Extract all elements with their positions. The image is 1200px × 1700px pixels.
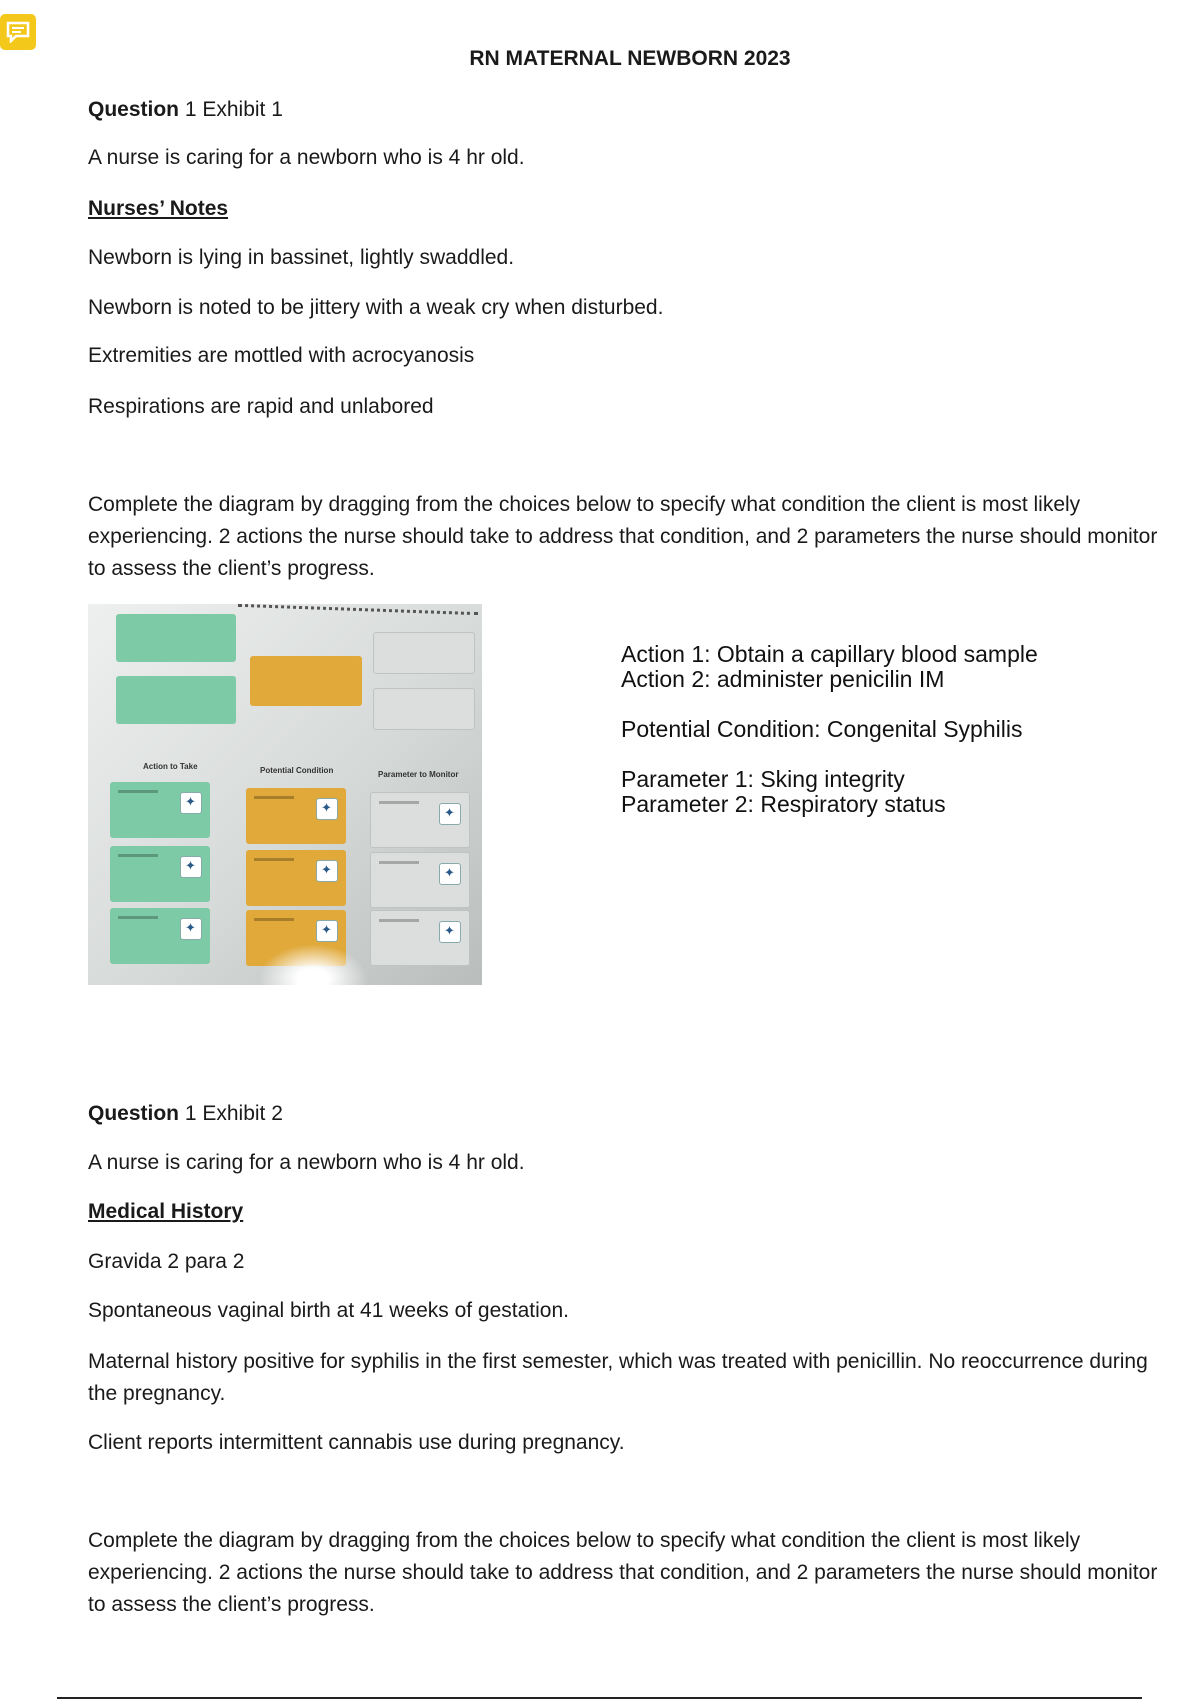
answer-parameter-2: Parameter 2: Respiratory status — [621, 791, 946, 817]
action-target-2 — [116, 676, 236, 724]
exhibit-label: 1 Exhibit 1 — [179, 98, 283, 121]
condition-card — [246, 850, 346, 906]
move-icon — [180, 856, 202, 878]
answer-action-2: Action 2: administer penicilin IM — [621, 666, 945, 692]
condition-target — [250, 656, 362, 706]
note-line: Newborn is lying in bassinet, lightly swaddled. — [88, 246, 515, 269]
condition-card — [246, 788, 346, 844]
answer-action-1: Action 1: Obtain a capillary blood sample — [621, 641, 1038, 667]
intro-text: A nurse is caring for a newborn who is 4 hr old. — [88, 1151, 525, 1174]
exhibit-label: 1 Exhibit 2 — [179, 1102, 283, 1125]
action-target-1 — [116, 614, 236, 662]
parameter-card — [370, 792, 470, 848]
document-title: RN MATERNAL NEWBORN 2023 — [469, 47, 791, 70]
action-card — [110, 846, 210, 902]
column-header-parameter: Parameter to Monitor — [378, 770, 459, 779]
move-icon — [439, 863, 461, 885]
comment-icon[interactable] — [0, 14, 36, 50]
note-line: Newborn is noted to be jittery with a weak cry when disturbed. — [88, 296, 664, 319]
move-icon — [316, 860, 338, 882]
column-header-action: Action to Take — [143, 762, 198, 771]
parameter-target-1 — [373, 632, 475, 674]
parameter-card — [370, 910, 470, 966]
move-icon — [439, 921, 461, 943]
note-line: Extremities are mottled with acrocyanosis — [88, 344, 475, 367]
diagram-photo — [88, 604, 482, 985]
question-word: Question — [88, 98, 180, 121]
move-icon — [180, 918, 202, 940]
question-label — [88, 1098, 283, 1130]
move-icon — [316, 798, 338, 820]
parameter-target-2 — [373, 688, 475, 730]
answer-condition: Potential Condition: Congenital Syphilis — [621, 716, 1023, 742]
intro-text: A nurse is caring for a newborn who is 4 hr old. — [88, 146, 525, 169]
question-word: Question — [88, 1102, 180, 1125]
column-header-condition: Potential Condition — [260, 766, 334, 775]
question-label — [88, 94, 283, 126]
history-line: Maternal history positive for syphilis in the first semester, which was treated with penicillin. No reoccurrence during the pregnancy. — [88, 1350, 1148, 1405]
history-line: Spontaneous vaginal birth at 41 weeks of gestation. — [88, 1299, 569, 1322]
instruction-text: Complete the diagram by dragging from the choices below to specify what condition the client is most likely experiencing. 2 actions the nurse should take to address that condition, and 2 parameters the nurse should monitor to assess the client’s progress. — [88, 1529, 1158, 1616]
move-icon — [180, 792, 202, 814]
action-card — [110, 908, 210, 964]
photo-dotted-edge — [238, 604, 478, 615]
answer-parameter-1: Parameter 1: Sking integrity — [621, 766, 905, 792]
move-icon — [316, 920, 338, 942]
move-icon — [439, 803, 461, 825]
instruction-text: Complete the diagram by dragging from the choices below to specify what condition the client is most likely experiencing. 2 actions the nurse should take to address that condition, and 2 parameters the nurse should monitor to assess the client’s progress. — [88, 493, 1158, 580]
nurses-notes-heading: Nurses’ Notes — [88, 197, 229, 220]
history-line: Client reports intermittent cannabis use during pregnancy. — [88, 1431, 625, 1454]
history-line: Gravida 2 para 2 — [88, 1250, 245, 1273]
page-bottom-rule — [57, 1697, 1142, 1699]
note-line: Respirations are rapid and unlabored — [88, 395, 434, 418]
parameter-card — [370, 852, 470, 908]
medical-history-heading: Medical History — [88, 1200, 244, 1223]
action-card — [110, 782, 210, 838]
